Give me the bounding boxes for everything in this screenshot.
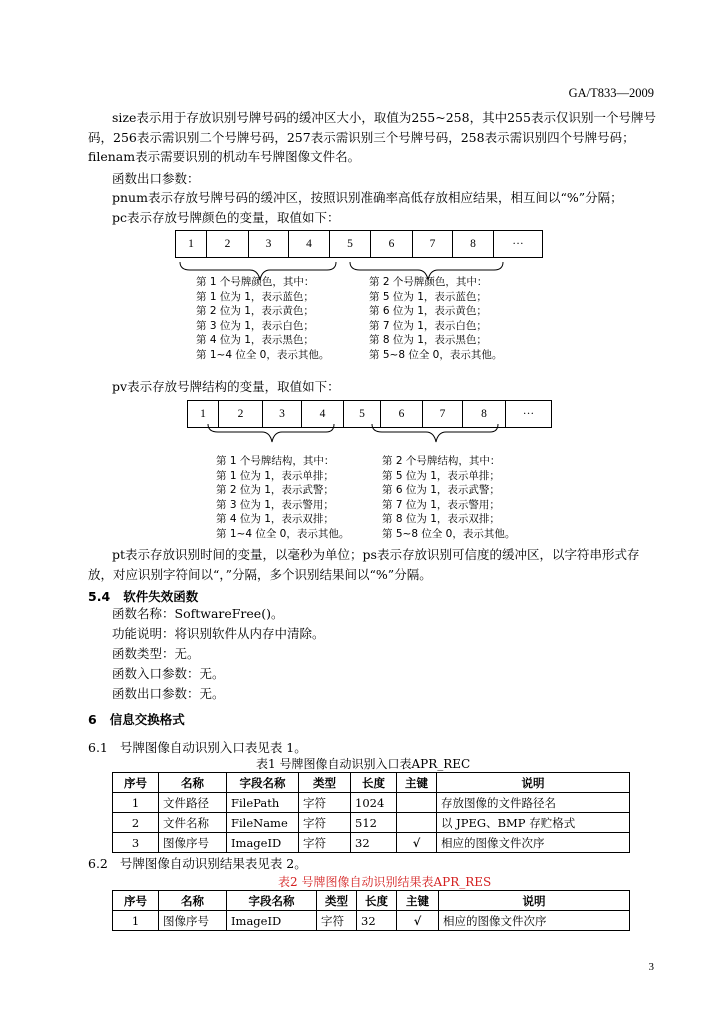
note-line: 第 8 位为 1，表示双排； <box>382 513 500 525</box>
bit-cell: 2 <box>219 401 263 427</box>
table-cell: 字符 <box>299 813 351 833</box>
table-cell: 相应的图像文件次序 <box>437 833 630 853</box>
note-line: 第 5 位为 1，表示单排； <box>382 469 500 482</box>
table-cell: 图像序号 <box>159 833 227 853</box>
note-line: 第 1 位为 1，表示蓝色； <box>196 290 314 303</box>
bit-cell: ··· <box>512 238 524 250</box>
note-line: 第 7 位为 1，表示警用； <box>382 498 500 511</box>
table-cell: FileName <box>227 813 299 833</box>
bit-cell: ··· <box>522 408 535 420</box>
table-cell: 32 <box>351 833 397 853</box>
table-cell: 3 <box>113 833 159 853</box>
table-cell <box>397 793 437 813</box>
table-row <box>113 833 630 853</box>
column-header: 类型 <box>317 891 357 911</box>
section-5-4-heading <box>88 587 198 605</box>
note-line: 第 1 位为 1，表示单排； <box>216 469 334 482</box>
note-line: 第 4 位为 1，表示黑色； <box>196 334 314 346</box>
bit-cell: 1 <box>176 231 207 257</box>
standard-code-header: GA/T833—2009 <box>568 86 654 100</box>
bit-cell: 4 <box>289 231 330 257</box>
note-line: 函数名称：SoftwareFree()。 <box>112 606 284 621</box>
bit-cell: 7 <box>413 231 453 257</box>
table-cell: √ <box>397 833 437 853</box>
column-header: 类型 <box>299 773 351 793</box>
note-line: 功能说明：将识别软件从内存中清除。 <box>112 626 325 641</box>
note-line: 函数入口参数：无。 <box>112 666 225 681</box>
column-header: 说明 <box>439 891 630 911</box>
table-cell: 图像序号 <box>159 911 227 931</box>
table-2-caption: 表2 号牌图像自动识别结果表APR_RES <box>278 875 492 889</box>
pnum-paragraph: pnum表示存放号牌号码的缓冲区，按照识别准确率高低存放相应结果，相互间以“%”分隔； <box>112 190 623 205</box>
section-text: 号牌图像自动识别入口表见表 1。 <box>119 740 307 755</box>
table-cell: FilePath <box>227 793 299 813</box>
section-text: 号牌图像自动识别结果表见表 2。 <box>119 856 307 871</box>
bit-cell: 4 <box>302 401 344 427</box>
table-cell: 2 <box>113 813 159 833</box>
bit-cell: 1 <box>188 401 219 427</box>
column-header: 名称 <box>159 891 227 911</box>
table-cell: 32 <box>357 911 397 931</box>
note-line: 第 1~4 位全 0，表示其他。 <box>216 527 350 540</box>
column-header: 主键 <box>397 773 437 793</box>
table-cell: 文件路径 <box>159 793 227 813</box>
pv-note-second-plate <box>382 454 515 541</box>
bit-cell: 2 <box>207 231 249 257</box>
bit-cell: 5 <box>344 401 381 427</box>
table-cell: 1 <box>113 793 159 813</box>
section-number: 6.2 <box>88 856 108 871</box>
note-line: 第 3 位为 1，表示警用； <box>216 498 334 511</box>
table-row <box>113 911 630 931</box>
exit-params-label: 函数出口参数： <box>112 171 200 186</box>
note-line: 第 5 位为 1，表示蓝色； <box>369 290 487 303</box>
column-header: 长度 <box>357 891 397 911</box>
pc-paragraph: pc表示存放号牌颜色的变量，取值如下： <box>112 210 340 225</box>
table-2-apr-res <box>112 890 630 931</box>
note-line: 第 1~4 位全 0，表示其他。 <box>196 348 330 361</box>
note-line: 第 2 个号牌颜色，其中： <box>369 276 488 288</box>
note-line: 第 7 位为 1，表示白色； <box>369 319 487 332</box>
note-line: 第 1 个号牌结构，其中： <box>216 455 335 467</box>
table-cell: 字符 <box>299 833 351 853</box>
note-line: 第 5~8 位全 0，表示其他。 <box>382 527 516 540</box>
bit-cell: 3 <box>249 231 289 257</box>
section-5-4-body <box>112 604 325 704</box>
table-cell <box>397 813 437 833</box>
section-number: 6.1 <box>88 740 108 755</box>
column-header: 序号 <box>113 773 159 793</box>
pv-bit-strip <box>187 400 552 428</box>
table-cell: 字符 <box>317 911 357 931</box>
section-6-heading <box>88 710 185 728</box>
table-row <box>113 793 630 813</box>
table-header-row <box>113 891 630 911</box>
note-line: 第 6 位为 1，表示黄色； <box>369 305 487 317</box>
note-line: 第 4 位为 1，表示双排； <box>216 513 334 525</box>
column-header: 序号 <box>113 891 159 911</box>
bit-cell: 8 <box>453 231 494 257</box>
note-line: 第 2 个号牌结构，其中： <box>382 455 501 467</box>
table-cell: 1024 <box>351 793 397 813</box>
table-cell: 1 <box>113 911 159 931</box>
table-cell: 存放图像的文件路径名 <box>437 793 630 813</box>
note-line: 函数类型：无。 <box>112 646 200 661</box>
table-cell: 以 JPEG、BMP 存贮格式 <box>437 813 630 833</box>
size-paragraph: size表示用于存放识别号牌号码的缓冲区大小，取值为255~258，其中255表示仅识别一个号牌号码，256表示需识别二个号牌号码，257表示需识别三个号牌号码，258表示需识别四个号牌号码；filenam表示需要识别的机动车号牌图像文件名。 <box>88 110 656 164</box>
column-header: 名称 <box>159 773 227 793</box>
note-line: 第 5~8 位全 0，表示其他。 <box>369 348 503 361</box>
bit-cell: 3 <box>263 401 302 427</box>
column-header: 主键 <box>397 891 439 911</box>
table-1-caption: 表1 号牌图像自动识别入口表APR_REC <box>256 757 471 771</box>
pv-note-first-plate <box>216 454 349 541</box>
note-line: 第 8 位为 1，表示黑色； <box>369 334 487 346</box>
column-header: 字段名称 <box>227 773 299 793</box>
section-number: 6 <box>88 712 97 727</box>
section-6-1-line <box>88 738 307 756</box>
bit-cell: 5 <box>330 231 371 257</box>
table-cell: ImageID <box>227 833 299 853</box>
table-header-row <box>113 773 630 793</box>
table-cell: √ <box>397 911 439 931</box>
section-6-2-line <box>88 854 307 872</box>
table-1-apr-rec <box>112 772 630 853</box>
pc-note-second-plate <box>369 275 502 362</box>
pv-paragraph: pv表示存放号牌结构的变量，取值如下： <box>112 379 340 394</box>
note-line: 第 2 位为 1，表示黄色； <box>196 305 314 317</box>
bit-cell: 6 <box>381 401 423 427</box>
note-line: 第 3 位为 1，表示白色； <box>196 319 314 332</box>
bit-cell: 6 <box>371 231 413 257</box>
table-cell: 512 <box>351 813 397 833</box>
note-line: 第 1 个号牌颜色，其中： <box>196 276 315 288</box>
table-cell: 相应的图像文件次序 <box>439 911 630 931</box>
table-cell: ImageID <box>227 911 317 931</box>
page-number: 3 <box>648 961 654 973</box>
bit-cell: 7 <box>423 401 463 427</box>
note-line: 函数出口参数：无。 <box>112 686 225 701</box>
column-header: 说明 <box>437 773 630 793</box>
section-number: 5.4 <box>88 589 111 604</box>
table-row <box>113 813 630 833</box>
section-title: 软件失效函数 <box>123 589 199 604</box>
note-line: 第 2 位为 1，表示武警； <box>216 484 334 496</box>
column-header: 字段名称 <box>227 891 317 911</box>
table-cell: 字符 <box>299 793 351 813</box>
pc-note-first-plate <box>196 275 329 362</box>
column-header: 长度 <box>351 773 397 793</box>
section-title: 信息交换格式 <box>109 712 185 727</box>
note-line: 第 6 位为 1，表示武警； <box>382 484 500 496</box>
table-cell: 文件名称 <box>159 813 227 833</box>
bit-cell: 8 <box>463 401 506 427</box>
pt-ps-paragraph: pt表示存放识别时间的变量，以毫秒为单位；ps表示存放识别可信度的缓冲区，以字符串形式存放，对应识别字符间以“，”分隔，多个识别结果间以“%”分隔。 <box>88 547 640 582</box>
